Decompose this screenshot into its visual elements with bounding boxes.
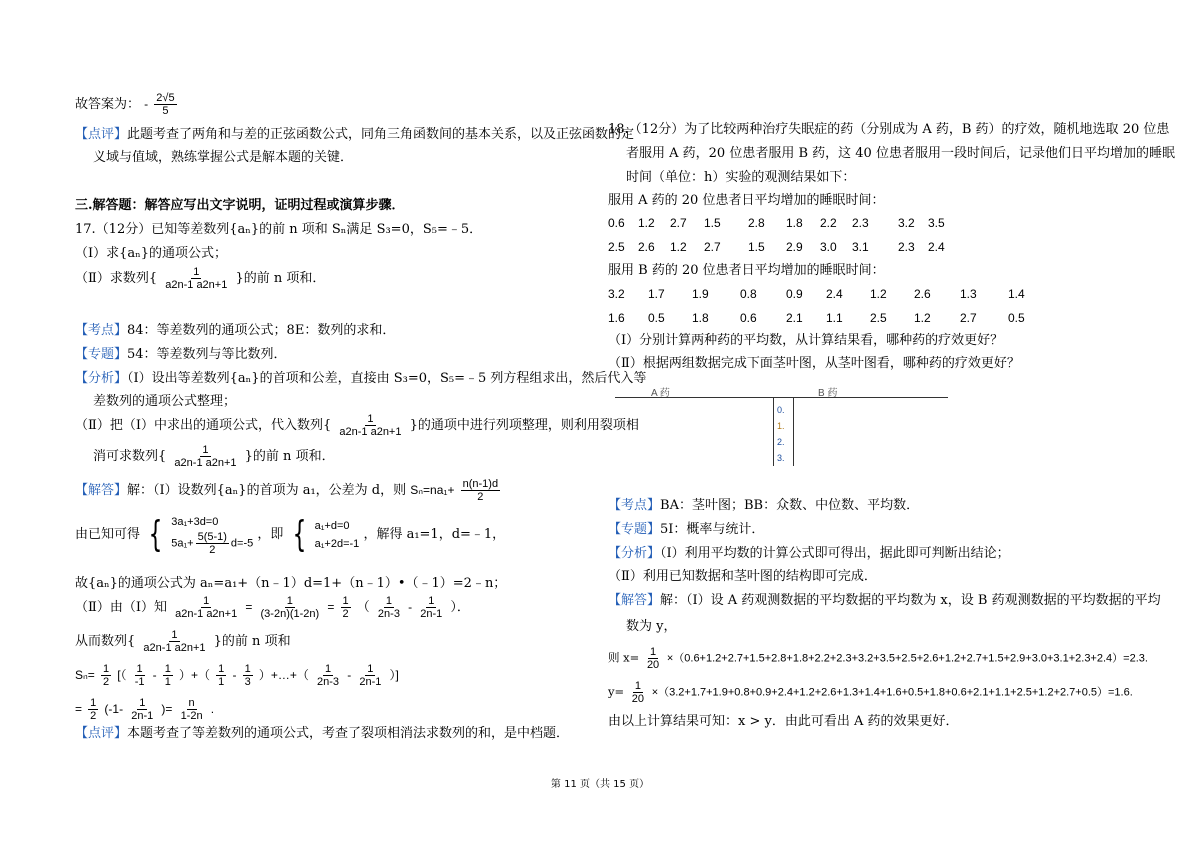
- ybar-body: ×（3.2+1.7+1.9+0.8+0.9+2.4+1.2+2.6+1.3+1.4+1.6+0.5+1.8+0.6+2.1+1.1+2.5+1.2+2.7+0.5）=1.6.: [651, 686, 1133, 699]
- comment2-tag: 【点评】: [75, 726, 128, 741]
- data-value: 1.3: [960, 287, 977, 301]
- fenxi-line3: [75, 413, 639, 438]
- stem-divider-left: [773, 398, 774, 466]
- res-f1: [129, 697, 155, 722]
- frac-den: 20: [631, 693, 645, 705]
- frac-num: 1: [428, 595, 435, 607]
- system2: [315, 517, 360, 553]
- res-f2: [179, 697, 205, 722]
- sn-f6: [357, 663, 383, 688]
- data-value: 0.6: [740, 311, 757, 325]
- q18-line2: 者服用 A 药，20 位患者服用 B 药，这 40 位患者服用一段时间后，记录他们日平均增加的睡眠: [626, 146, 1175, 161]
- stem-row: 2.: [777, 437, 785, 447]
- result-line: [75, 697, 214, 722]
- r-zhuanti-line: [608, 522, 764, 538]
- sn-fraction: [461, 478, 500, 503]
- q18-line3: 时间（单位：h）实验的观测结果如下：: [626, 170, 856, 185]
- sn-minus: -: [232, 668, 237, 682]
- fenxi-line4: [93, 444, 335, 469]
- data-value: 2.1: [786, 311, 803, 325]
- sn-end: ）]: [389, 668, 399, 682]
- stem-row: 1.: [777, 421, 785, 431]
- fenxi-l4-pre: 消可求数列{: [93, 449, 167, 464]
- jieda-tag: 【解答】: [75, 483, 128, 498]
- fenxi-tag: 【分析】: [608, 546, 661, 561]
- sn-f3: [216, 663, 226, 688]
- ii-pre: （Ⅱ）由（Ⅰ）知: [75, 600, 167, 615]
- xbar-pre: 则 x=: [608, 650, 640, 665]
- r-fenxi-line1: [608, 546, 1010, 562]
- ii-line: [75, 595, 470, 620]
- sys1-frac-num: 5(5-1): [197, 531, 227, 543]
- sys1-frac: [196, 531, 229, 556]
- q18-line1: 18.（12分）为了比较两种治疗失眠症的药（分别成为 A 药，B 药）的疗效，随机地选取 20 位患: [608, 122, 1170, 137]
- frac-num: 1: [286, 595, 293, 607]
- sys1-eq2-b: d=-5: [230, 537, 254, 550]
- ybar-line: [608, 680, 1133, 705]
- page-footer: 第 11 页（共 15 页）: [550, 779, 650, 790]
- sn-f4: [243, 663, 253, 688]
- frac-num: 1: [342, 595, 349, 607]
- frac-den: 2n-1: [131, 710, 154, 722]
- sys-post: ，解得 a₁=1，d=﹣1，: [363, 527, 506, 542]
- frac-num: 1: [202, 444, 209, 456]
- data-value: 2.4: [826, 287, 843, 301]
- q17-line1: 17.（12分）已知等差数列{aₙ}的前 n 项和 Sₙ满足 S₃=0，S₅=﹣5．: [75, 222, 483, 237]
- data-value: 0.9: [786, 287, 803, 301]
- sn-den: 2: [477, 491, 484, 503]
- kaodian-text: BA：茎叶图；BB：众数、中位数、平均数．: [660, 498, 920, 513]
- sn-line: [75, 663, 399, 688]
- zhuanti-tag: 【专题】: [608, 522, 661, 537]
- data-value: 2.3: [852, 216, 869, 230]
- frac-den: 2: [102, 676, 110, 688]
- frac-den: 1: [164, 676, 171, 688]
- zhuanti-text: 5I：概率与统计．: [660, 522, 765, 537]
- data-value: 2.6: [638, 240, 655, 254]
- sn-dots: ）+…+（: [258, 668, 309, 682]
- data-value: 1.2: [670, 240, 687, 254]
- data-value: 3.1: [852, 240, 869, 254]
- congerr-frac: [141, 629, 207, 654]
- congerr-post: }的前 n 项和: [213, 634, 291, 649]
- sn-half: [101, 663, 111, 688]
- b-data-title: 服用 B 药的 20 位患者日平均增加的睡眠时间：: [608, 263, 885, 278]
- conclusion-line: 由以上计算结果可知：x > y．由此可看出 A 药的效果更好．: [608, 714, 959, 729]
- xbar-body: ×（0.6+1.2+2.7+1.5+2.8+1.8+2.2+2.3+3.2+3.5+2.5+2.6+1.2+2.7+1.5+2.9+3.0+3.1+2.3+2.4）=2.3.: [666, 652, 1148, 665]
- data-value: 2.5: [608, 240, 625, 254]
- frac-den: -1: [134, 676, 145, 688]
- frac-num: 1: [136, 663, 143, 675]
- paren-open: （: [356, 600, 370, 615]
- data-value: 1.7: [648, 287, 665, 301]
- frac-num: 1: [164, 663, 171, 675]
- fenxi-l3-fraction: [337, 413, 403, 438]
- jieda-tag: 【解答】: [608, 593, 661, 608]
- fenxi-tag: 【分析】: [75, 371, 128, 386]
- answer-num: 2√5: [156, 92, 175, 104]
- r-fenxi-line2: （Ⅱ）利用已知数据和茎叶图的结构即可完成．: [608, 569, 877, 584]
- frac-num: 1: [90, 697, 97, 709]
- frac-num: 1: [193, 266, 200, 278]
- sys-pre: 由已知可得: [75, 527, 141, 542]
- sys2-eq1: a₁+d=0: [314, 519, 350, 532]
- sys1-eq2: [171, 531, 253, 556]
- fenxi-text1: （Ⅰ）设出等差数列{aₙ}的首项和公差，直接由 S₃=0，S₅=﹣5 列方程组求出，然后代入等: [127, 371, 647, 386]
- congerr-line: [75, 629, 291, 654]
- xbar-frac: [645, 646, 661, 671]
- sn-minus: -: [152, 668, 157, 682]
- res-mid: (-1-: [104, 702, 124, 716]
- data-value: 2.3: [898, 240, 915, 254]
- kaodian-text: 84：等差数列的通项公式；8E：数列的求和．: [127, 323, 396, 338]
- answer-fraction: [154, 92, 176, 117]
- sys-mid: ，即: [257, 527, 284, 542]
- sn-minus: -: [347, 668, 352, 682]
- frac-num: 1: [367, 413, 374, 425]
- data-value: 1.2: [870, 287, 887, 301]
- data-value: 1.5: [704, 216, 721, 230]
- sn-f1: [133, 663, 147, 688]
- frac-num: 1: [367, 663, 374, 675]
- jieda-l1-text: 解：（Ⅰ）设数列{aₙ}的首项为 a₁，公差为 d，则: [127, 483, 407, 498]
- data-value: 2.7: [704, 240, 721, 254]
- ii-frac1: [173, 595, 239, 620]
- comment1-tag: 【点评】: [75, 127, 128, 142]
- r-jieda-line2: 数为 y，: [626, 619, 677, 634]
- data-value: 1.2: [638, 216, 655, 230]
- ii-frac2: [259, 595, 322, 620]
- data-value: 1.8: [692, 311, 709, 325]
- data-value: 1.1: [826, 311, 843, 325]
- frac-num: 1: [650, 646, 657, 658]
- res-end: .: [210, 702, 215, 716]
- sys1-eq2-a: 5a₁+: [171, 537, 194, 550]
- data-value: 1.5: [748, 240, 765, 254]
- stem-b-label: B 药: [818, 388, 838, 399]
- zhuanti-line: [75, 347, 287, 363]
- kaodian-tag: 【考点】: [75, 323, 128, 338]
- frac-den: a2n-1 a2n+1: [339, 426, 402, 438]
- zhuanti-tag: 【专题】: [75, 347, 128, 362]
- stem-labels: [777, 402, 785, 466]
- q17-l3-pre: （Ⅱ）求数列{: [75, 271, 158, 286]
- res-half: [88, 697, 98, 722]
- frac-den: 20: [646, 659, 660, 671]
- data-value: 3.0: [820, 240, 837, 254]
- system-line: [75, 513, 505, 556]
- res-close: )=: [161, 702, 173, 716]
- data-value: 0.5: [648, 311, 665, 325]
- sn-plus: ）+（: [179, 668, 211, 682]
- data-value: 2.6: [914, 287, 931, 301]
- comment2-line: [75, 726, 569, 742]
- r-kaodian-line: [608, 498, 919, 514]
- kaodian-line: [75, 323, 395, 339]
- data-value: 2.7: [960, 311, 977, 325]
- frac-den: (3-2n)(1-2n): [260, 608, 320, 620]
- ii-p2: [418, 595, 444, 620]
- sn-pre: Sₙ=: [75, 668, 95, 682]
- sn-f2: [163, 663, 173, 688]
- data-value: 3.5: [928, 216, 945, 230]
- res-eq: =: [75, 702, 83, 716]
- data-value: 2.9: [786, 240, 803, 254]
- fenxi-l4-fraction: [172, 444, 238, 469]
- frac-num: 1: [218, 663, 225, 675]
- fenxi-l3-post: }的通项中进行列项整理，则利用裂项相: [409, 418, 639, 433]
- minus-sign: -: [408, 600, 413, 614]
- sys1-frac-den: 2: [209, 544, 216, 556]
- answer-den: 5: [162, 105, 169, 117]
- fenxi-line1: [75, 371, 646, 387]
- answer-line: [75, 92, 179, 117]
- zhuanti-text: 54：等差数列与等比数列．: [127, 347, 287, 362]
- data-value: 0.8: [740, 287, 757, 301]
- frac-num: 1: [171, 629, 178, 641]
- fenxi-l4-post: }的前 n 项和．: [244, 449, 335, 464]
- data-value: 1.4: [1008, 287, 1025, 301]
- section-heading: 三.解答题：解答应写出文字说明，证明过程或演算步骤．: [75, 198, 405, 213]
- data-value: 1.8: [786, 216, 803, 230]
- sys1-eq1: 3a₁+3d=0: [171, 516, 219, 528]
- stem-a-label: A 药: [651, 388, 670, 399]
- frac-den: 2n-1: [420, 608, 443, 620]
- sn-formula: Sₙ=na₁+: [410, 483, 455, 497]
- r-jieda-line1: [608, 593, 1161, 609]
- frac-den: 2n-1: [359, 676, 382, 688]
- data-value: 3.2: [898, 216, 915, 230]
- a-data-title: 服用 A 药的 20 位患者日平均增加的睡眠时间：: [608, 193, 885, 208]
- system1: [171, 513, 253, 556]
- frac-den: 2: [342, 608, 349, 620]
- jieda-text1: 解：（Ⅰ）设 A 药观测数据的平均数据的平均数为 x，设 B 药观测数据的平均数据的平均: [660, 593, 1161, 608]
- jieda-line1: [75, 478, 502, 503]
- frac-den: a2n-1 a2n+1: [165, 279, 228, 291]
- ii-p1: [376, 595, 402, 620]
- frac-den: a2n-1 a2n+1: [175, 608, 238, 620]
- frac-den: 2n-3: [317, 676, 340, 688]
- frac-den: 3: [244, 676, 251, 688]
- congerr-pre: 从而数列{: [75, 634, 136, 649]
- sn-num: n(n-1)d: [462, 478, 499, 490]
- q18-part1: （Ⅰ）分别计算两种药的平均数，从计算结果看，哪种药的疗效更好？: [608, 333, 1004, 348]
- data-value: 2.5: [870, 311, 887, 325]
- comment1-text1: 此题考查了两角和与差的正弦函数公式，同角三角函数间的基本关系，以及正弦函数的定: [127, 127, 635, 142]
- ybar-pre: y=: [608, 684, 625, 699]
- q18-part2: （Ⅱ）根据两组数据完成下面茎叶图，从茎叶图看，哪种药的疗效更好？: [608, 356, 1020, 371]
- frac-den: a2n-1 a2n+1: [174, 457, 237, 469]
- frac-den: 1-2n: [180, 710, 203, 722]
- frac-den: 1: [218, 676, 225, 688]
- frac-num: 1: [634, 680, 641, 692]
- stem-divider-right: [793, 398, 794, 466]
- frac-den: 2n-3: [377, 608, 400, 620]
- answer-minus: -: [144, 97, 149, 111]
- data-value: 2.8: [748, 216, 765, 230]
- sn-f5: [315, 663, 341, 688]
- ii-half: [341, 595, 351, 620]
- xbar-line: [608, 646, 1148, 671]
- data-value: 3.2: [608, 287, 625, 301]
- tongxiang-line: 故{aₙ}的通项公式为 aₙ=a₁+（n﹣1）d=1+（n﹣1）•（﹣1）=2﹣n；: [75, 576, 507, 591]
- data-value: 2.4: [928, 240, 945, 254]
- frac-num: 1: [324, 663, 332, 675]
- frac-den: 2: [90, 710, 97, 722]
- frac-num: n: [188, 697, 195, 709]
- answer-prefix: 故答案为：: [75, 97, 141, 112]
- data-value: 2.7: [670, 216, 687, 230]
- frac-num: 1: [244, 663, 251, 675]
- sn-body: [（: [117, 668, 127, 682]
- frac-num: 1: [139, 697, 146, 709]
- data-value: 1.6: [608, 311, 625, 325]
- q17-fraction: [163, 266, 229, 291]
- fenxi-l3-pre: （Ⅱ）把（Ⅰ）中求出的通项公式，代入数列{: [75, 418, 332, 433]
- data-value: 0.6: [608, 216, 625, 230]
- frac-num: 1: [203, 595, 210, 607]
- sys2-eq2: a₁+2d=-1: [314, 537, 360, 550]
- stem-leaf-table: [615, 388, 948, 468]
- ii-tail: ）．: [450, 600, 470, 615]
- data-value: 0.5: [1008, 311, 1025, 325]
- frac-den: a2n-1 a2n+1: [143, 642, 206, 654]
- eq-sign: =: [327, 600, 335, 614]
- kaodian-tag: 【考点】: [608, 498, 661, 513]
- frac-num: 1: [385, 595, 392, 607]
- fenxi-text1: （Ⅰ）利用平均数的计算公式即可得出，据此即可判断出结论；: [660, 546, 1010, 561]
- stem-row: 3.: [777, 453, 785, 463]
- q17-l3-post: }的前 n 项和．: [235, 271, 326, 286]
- q17-line2: （Ⅰ）求{aₙ}的通项公式；: [75, 246, 228, 261]
- comment1-line1: [75, 127, 634, 143]
- data-value: 1.9: [692, 287, 709, 301]
- fenxi-line2: 差数列的通项公式整理；: [93, 394, 237, 409]
- stem-row: 0.: [777, 405, 785, 415]
- data-value: 2.2: [820, 216, 837, 230]
- comment2-text: 本题考查了等差数列的通项公式，考查了裂项相消法求数列的和，是中档题．: [127, 726, 570, 741]
- eq-sign: =: [245, 600, 253, 614]
- frac-num: 1: [102, 663, 110, 675]
- q17-line3: [75, 266, 325, 291]
- data-value: 1.2: [914, 311, 931, 325]
- left-brace-icon: {: [148, 513, 163, 555]
- comment1-line2: 义域与值域，熟练掌握公式是解本题的关键．: [93, 150, 354, 165]
- ybar-frac: [630, 680, 646, 705]
- left-brace-icon: {: [292, 513, 306, 555]
